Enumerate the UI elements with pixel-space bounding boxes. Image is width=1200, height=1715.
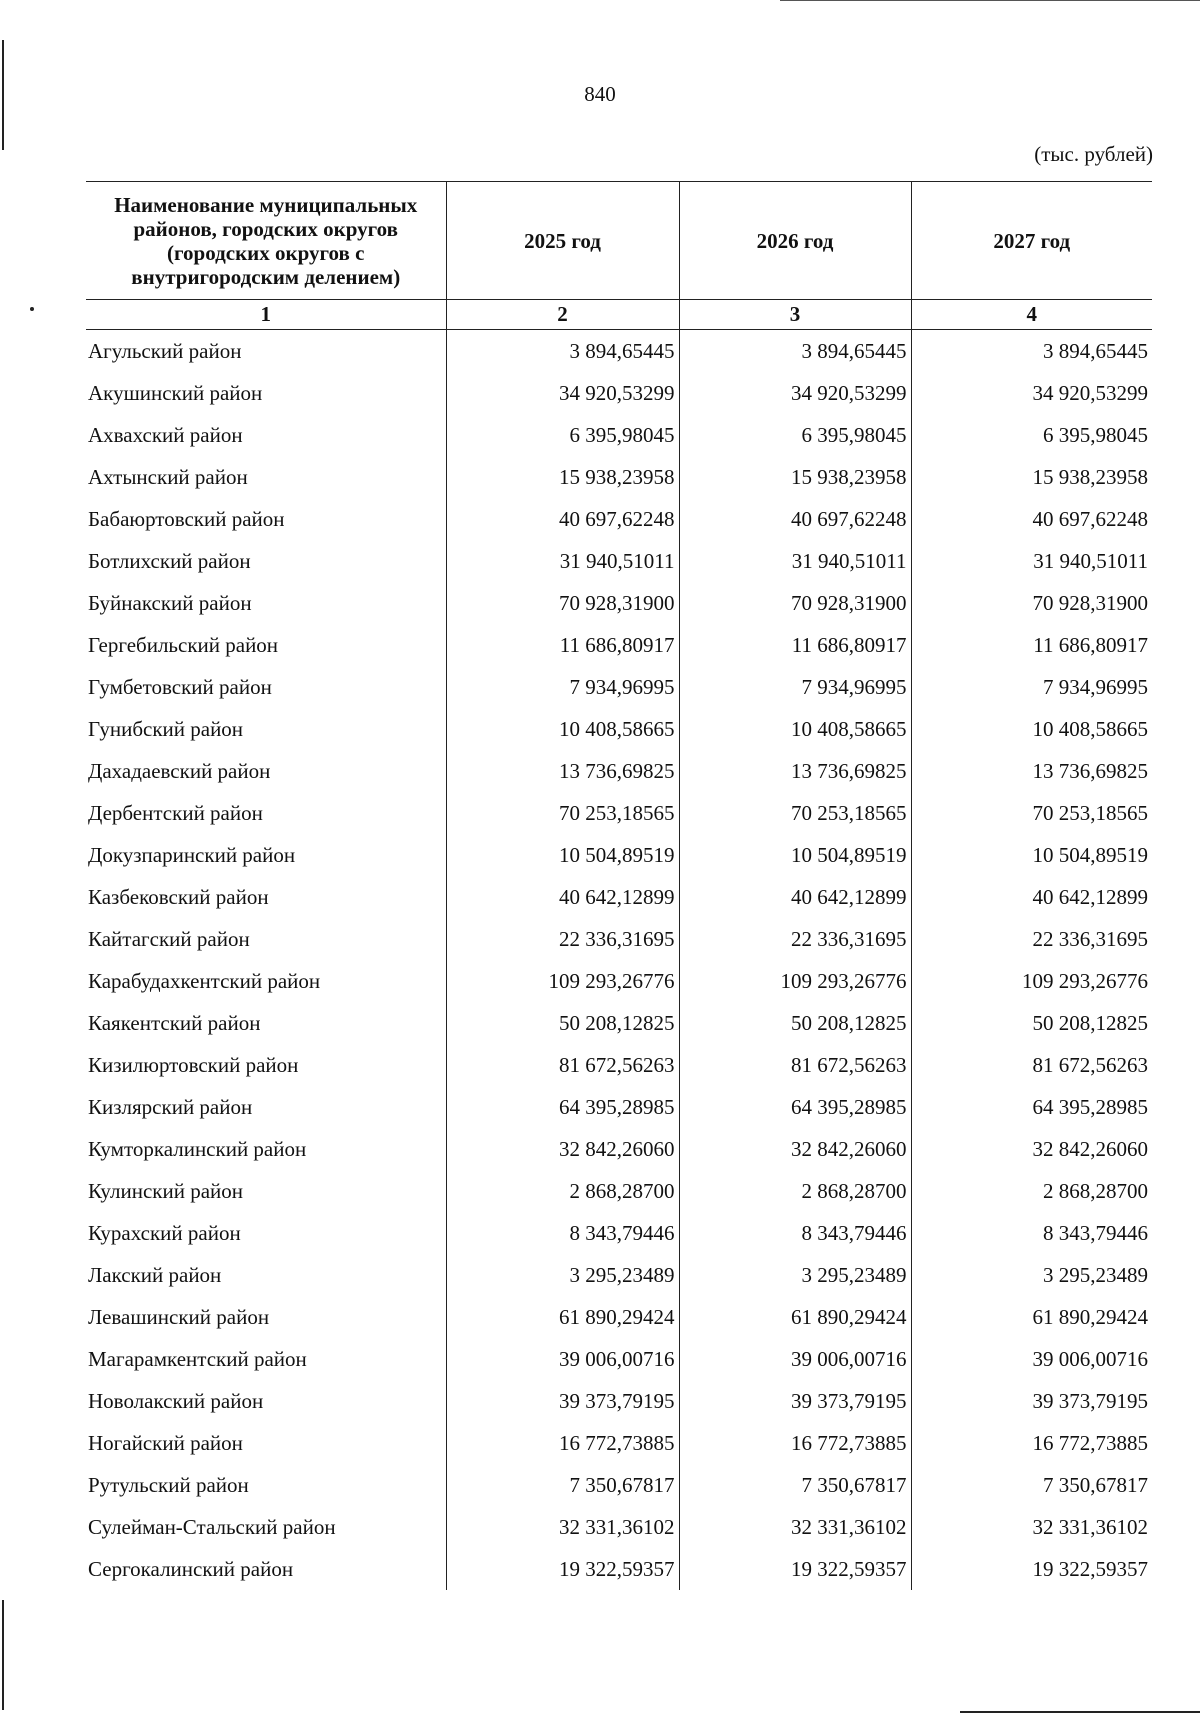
- table-row: [86, 876, 1152, 918]
- amount-cell-2025: 22 336,31695: [446, 918, 679, 960]
- amount-cell-2026: 61 890,29424: [679, 1296, 911, 1338]
- municipality-name-cell: Кизилюртовский район: [88, 1052, 299, 1077]
- municipality-name-cell: Бабаюртовский район: [88, 506, 285, 531]
- amount-cell-2025: 50 208,12825: [446, 1002, 679, 1044]
- amount-cell-2025: 34 920,53299: [446, 372, 679, 414]
- amount-cell-2025: 31 940,51011: [446, 540, 679, 582]
- amount-cell-2025: 7 934,96995: [446, 666, 679, 708]
- units-label: (тыс. рублей): [1034, 142, 1153, 166]
- amount-cell-2025: 40 697,62248: [446, 498, 679, 540]
- table-row: [86, 1044, 1152, 1086]
- amount-cell-2027: 3 894,65445: [911, 330, 1152, 373]
- amount-cell-2026: 40 697,62248: [679, 498, 911, 540]
- page-number: 840: [584, 82, 616, 106]
- amount-cell-2027: 32 842,26060: [911, 1128, 1152, 1170]
- municipality-name-cell: Курахский район: [88, 1220, 241, 1245]
- amount-cell-2025: 19 322,59357: [446, 1548, 679, 1590]
- amount-cell-2025: 10 504,89519: [446, 834, 679, 876]
- amount-cell-2027: 32 331,36102: [911, 1506, 1152, 1548]
- amount-cell-2026: 7 934,96995: [679, 666, 911, 708]
- municipality-name-cell: Дербентский район: [88, 800, 263, 825]
- municipality-name-cell: Магарамкентский район: [88, 1346, 307, 1371]
- amount-cell-2026: 70 253,18565: [679, 792, 911, 834]
- amount-cell-2027: 22 336,31695: [911, 918, 1152, 960]
- municipality-name-cell: Акушинский район: [88, 380, 263, 405]
- amount-cell-2027: 15 938,23958: [911, 456, 1152, 498]
- table-row: [86, 666, 1152, 708]
- amount-cell-2025: 3 295,23489: [446, 1254, 679, 1296]
- amount-cell-2025: 70 928,31900: [446, 582, 679, 624]
- amount-cell-2026: 32 331,36102: [679, 1506, 911, 1548]
- amount-cell-2027: 10 408,58665: [911, 708, 1152, 750]
- scan-edge-line-left-lower: [2, 1600, 4, 1710]
- amount-cell-2026: 50 208,12825: [679, 1002, 911, 1044]
- municipality-name-cell: Кизлярский район: [88, 1094, 253, 1119]
- municipality-name-cell: Кайтагский район: [88, 926, 250, 951]
- header-year-2025: 2025 год: [446, 182, 679, 300]
- table-row: [86, 708, 1152, 750]
- budget-table: [86, 181, 1152, 1590]
- amount-cell-2025: 109 293,26776: [446, 960, 679, 1002]
- amount-cell-2027: 2 868,28700: [911, 1170, 1152, 1212]
- amount-cell-2025: 81 672,56263: [446, 1044, 679, 1086]
- table-body: [86, 330, 1152, 1591]
- table-row: [86, 792, 1152, 834]
- amount-cell-2025: 64 395,28985: [446, 1086, 679, 1128]
- amount-cell-2026: 11 686,80917: [679, 624, 911, 666]
- table-row: [86, 1254, 1152, 1296]
- amount-cell-2025: 39 006,00716: [446, 1338, 679, 1380]
- table-row: [86, 372, 1152, 414]
- table-row: [86, 1338, 1152, 1380]
- amount-cell-2026: 70 928,31900: [679, 582, 911, 624]
- scan-edge-line-top: [780, 0, 1200, 1]
- table-row: [86, 498, 1152, 540]
- amount-cell-2026: 34 920,53299: [679, 372, 911, 414]
- table-row: [86, 1548, 1152, 1590]
- municipality-name-cell: Карабудахкентский район: [88, 968, 321, 993]
- table-row: [86, 1170, 1152, 1212]
- amount-cell-2027: 16 772,73885: [911, 1422, 1152, 1464]
- amount-cell-2027: 61 890,29424: [911, 1296, 1152, 1338]
- amount-cell-2025: 3 894,65445: [446, 330, 679, 373]
- table-row: [86, 414, 1152, 456]
- amount-cell-2025: 15 938,23958: [446, 456, 679, 498]
- municipality-name-cell: Кулинский район: [88, 1178, 244, 1203]
- header-year-2027: 2027 год: [911, 182, 1152, 300]
- amount-cell-2027: 39 373,79195: [911, 1380, 1152, 1422]
- amount-cell-2027: 34 920,53299: [911, 372, 1152, 414]
- amount-cell-2027: 40 642,12899: [911, 876, 1152, 918]
- table-row: [86, 1212, 1152, 1254]
- table-row: [86, 918, 1152, 960]
- amount-cell-2025: 6 395,98045: [446, 414, 679, 456]
- table-header-row: [86, 182, 1152, 300]
- municipality-name-cell: Ахвахский район: [88, 422, 243, 447]
- table-row: [86, 540, 1152, 582]
- municipality-name-cell: Новолакский район: [88, 1388, 264, 1413]
- amount-cell-2027: 109 293,26776: [911, 960, 1152, 1002]
- municipality-name-cell: Ахтынский район: [88, 464, 248, 489]
- municipality-name-cell: Левашинский район: [88, 1304, 270, 1329]
- municipality-name-cell: Ботлихский район: [88, 548, 251, 573]
- scan-dot: [30, 307, 34, 311]
- amount-cell-2026: 10 408,58665: [679, 708, 911, 750]
- amount-cell-2027: 7 934,96995: [911, 666, 1152, 708]
- scan-edge-line-bottom: [960, 1711, 1200, 1713]
- column-number-row: [86, 300, 1152, 330]
- amount-cell-2027: 39 006,00716: [911, 1338, 1152, 1380]
- table-row: [86, 582, 1152, 624]
- amount-cell-2025: 70 253,18565: [446, 792, 679, 834]
- amount-cell-2026: 13 736,69825: [679, 750, 911, 792]
- amount-cell-2026: 39 006,00716: [679, 1338, 911, 1380]
- municipality-name-cell: Гунибский район: [88, 716, 244, 741]
- municipality-name-cell: Кумторкалинский район: [88, 1136, 307, 1161]
- municipality-name-cell: Каякентский район: [88, 1010, 261, 1035]
- municipality-name-cell: Казбековский район: [88, 884, 269, 909]
- municipality-name-cell: Буйнакский район: [88, 590, 252, 615]
- column-number: 2: [446, 300, 679, 330]
- table-row: [86, 330, 1152, 373]
- amount-cell-2025: 32 842,26060: [446, 1128, 679, 1170]
- amount-cell-2026: 22 336,31695: [679, 918, 911, 960]
- amount-cell-2026: 39 373,79195: [679, 1380, 911, 1422]
- header-municipality-name: Наименование муниципальных районов, городских округов (городских округов с внутригородским делением): [86, 182, 446, 300]
- municipality-name-cell: Гумбетовский район: [88, 674, 272, 699]
- table-row: [86, 1128, 1152, 1170]
- amount-cell-2025: 11 686,80917: [446, 624, 679, 666]
- amount-cell-2027: 7 350,67817: [911, 1464, 1152, 1506]
- amount-cell-2025: 61 890,29424: [446, 1296, 679, 1338]
- amount-cell-2027: 64 395,28985: [911, 1086, 1152, 1128]
- amount-cell-2027: 6 395,98045: [911, 414, 1152, 456]
- column-number: 1: [86, 300, 446, 330]
- table-row: [86, 1002, 1152, 1044]
- amount-cell-2025: 32 331,36102: [446, 1506, 679, 1548]
- table-row: [86, 1086, 1152, 1128]
- municipality-name-cell: Гергебильский район: [88, 632, 279, 657]
- amount-cell-2026: 6 395,98045: [679, 414, 911, 456]
- amount-cell-2027: 40 697,62248: [911, 498, 1152, 540]
- amount-cell-2026: 16 772,73885: [679, 1422, 911, 1464]
- amount-cell-2025: 40 642,12899: [446, 876, 679, 918]
- municipality-name-cell: Рутульский район: [88, 1472, 249, 1497]
- amount-cell-2026: 3 295,23489: [679, 1254, 911, 1296]
- amount-cell-2026: 64 395,28985: [679, 1086, 911, 1128]
- municipality-name-cell: Докузпаринский район: [88, 842, 296, 867]
- amount-cell-2027: 13 736,69825: [911, 750, 1152, 792]
- table-row: [86, 1506, 1152, 1548]
- table-row: [86, 624, 1152, 666]
- municipality-name-cell: Сулейман-Стальский район: [88, 1514, 336, 1539]
- municipality-name-cell: Ногайский район: [88, 1430, 243, 1455]
- amount-cell-2025: 7 350,67817: [446, 1464, 679, 1506]
- amount-cell-2026: 7 350,67817: [679, 1464, 911, 1506]
- amount-cell-2027: 70 253,18565: [911, 792, 1152, 834]
- table-row: [86, 1422, 1152, 1464]
- municipality-name-cell: Агульский район: [88, 338, 242, 363]
- amount-cell-2026: 31 940,51011: [679, 540, 911, 582]
- amount-cell-2027: 3 295,23489: [911, 1254, 1152, 1296]
- amount-cell-2027: 10 504,89519: [911, 834, 1152, 876]
- column-number: 4: [911, 300, 1152, 330]
- amount-cell-2025: 13 736,69825: [446, 750, 679, 792]
- amount-cell-2026: 32 842,26060: [679, 1128, 911, 1170]
- amount-cell-2025: 39 373,79195: [446, 1380, 679, 1422]
- table-row: [86, 1464, 1152, 1506]
- table-row: [86, 960, 1152, 1002]
- amount-cell-2026: 81 672,56263: [679, 1044, 911, 1086]
- municipality-name-cell: Сергокалинский район: [88, 1556, 294, 1581]
- amount-cell-2025: 2 868,28700: [446, 1170, 679, 1212]
- table-row: [86, 1296, 1152, 1338]
- municipality-name-cell: Лакский район: [88, 1262, 222, 1287]
- amount-cell-2025: 10 408,58665: [446, 708, 679, 750]
- amount-cell-2027: 70 928,31900: [911, 582, 1152, 624]
- amount-cell-2027: 31 940,51011: [911, 540, 1152, 582]
- amount-cell-2026: 40 642,12899: [679, 876, 911, 918]
- amount-cell-2026: 2 868,28700: [679, 1170, 911, 1212]
- amount-cell-2026: 109 293,26776: [679, 960, 911, 1002]
- amount-cell-2027: 19 322,59357: [911, 1548, 1152, 1590]
- municipality-name-cell: Дахадаевский район: [88, 758, 271, 783]
- amount-cell-2025: 8 343,79446: [446, 1212, 679, 1254]
- column-number: 3: [679, 300, 911, 330]
- amount-cell-2026: 8 343,79446: [679, 1212, 911, 1254]
- amount-cell-2027: 50 208,12825: [911, 1002, 1152, 1044]
- amount-cell-2026: 3 894,65445: [679, 330, 911, 373]
- amount-cell-2027: 81 672,56263: [911, 1044, 1152, 1086]
- amount-cell-2026: 19 322,59357: [679, 1548, 911, 1590]
- amount-cell-2027: 8 343,79446: [911, 1212, 1152, 1254]
- table-row: [86, 834, 1152, 876]
- amount-cell-2026: 15 938,23958: [679, 456, 911, 498]
- header-year-2026: 2026 год: [679, 182, 911, 300]
- table-row: [86, 1380, 1152, 1422]
- amount-cell-2025: 16 772,73885: [446, 1422, 679, 1464]
- table-row: [86, 456, 1152, 498]
- amount-cell-2027: 11 686,80917: [911, 624, 1152, 666]
- table-row: [86, 750, 1152, 792]
- amount-cell-2026: 10 504,89519: [679, 834, 911, 876]
